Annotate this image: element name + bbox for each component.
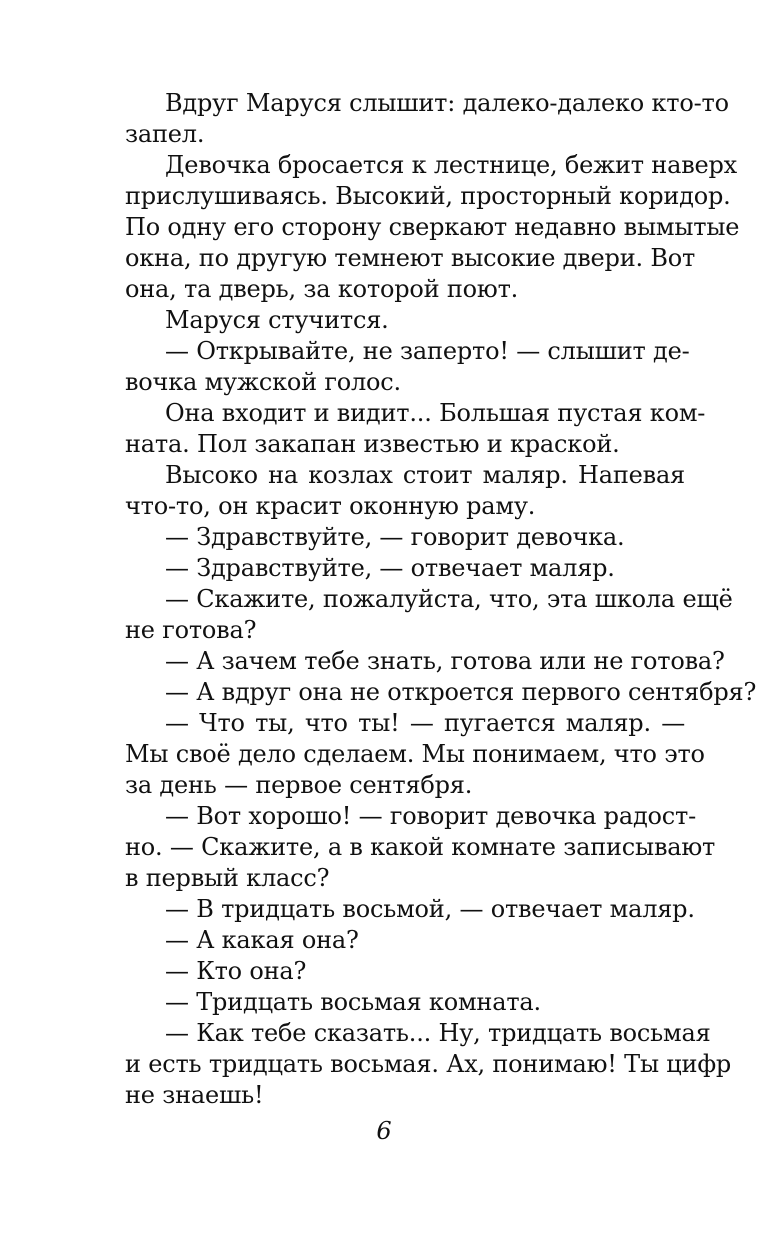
text-line: в первый класс?: [125, 864, 330, 892]
text-line: Мы своё дело сделаем. Мы понимаем, что это: [125, 740, 705, 768]
body-text: [125, 88, 757, 1111]
text-line: прислушиваясь. Высокий, просторный коридор.: [125, 182, 731, 210]
text-line: — Здравствуйте, — отвечает маляр.: [165, 554, 615, 582]
text-line: — Что ты, что ты! — пугается маляр. —: [165, 709, 685, 737]
text-line: что-то, он красит оконную раму.: [125, 492, 536, 520]
text-line: и есть тридцать восьмая. Ах, понимаю! Ты цифр: [125, 1050, 732, 1078]
text-line: ната. Пол закапан известью и краской.: [125, 430, 620, 458]
text-line: — В тридцать восьмой, — отвечает маляр.: [165, 895, 695, 923]
text-line: Высоко на козлах стоит маляр. Напевая: [165, 461, 685, 489]
text-line: запел.: [125, 120, 205, 148]
text-line: — А зачем тебе знать, готова или не готова?: [165, 647, 725, 675]
text-line: Вдруг Маруся слышит: далеко-далеко кто-то: [165, 89, 729, 117]
text-line: — Кто она?: [165, 957, 307, 985]
text-line: окна, по другую темнеют высокие двери. Вот: [125, 244, 696, 272]
text-line: — Как тебе сказать... Ну, тридцать восьмая: [165, 1019, 711, 1047]
text-line: — Здравствуйте, — говорит девочка.: [165, 523, 625, 551]
text-line: не готова?: [125, 616, 257, 644]
text-line: — Открывайте, не заперто! — слышит де-: [165, 337, 690, 365]
page-number: 6: [376, 1117, 392, 1145]
text-line: — А вдруг она не откроется первого сентября?: [165, 678, 757, 706]
text-line: — Скажите, пожалуйста, что, эта школа ещё: [165, 585, 733, 613]
text-line: Она входит и видит... Большая пустая ком-: [165, 399, 706, 427]
text-line: — Тридцать восьмая комната.: [165, 988, 541, 1016]
text-line: Маруся стучится.: [165, 306, 389, 334]
text-line: вочка мужской голос.: [125, 368, 401, 396]
text-line: По одну его сторону сверкают недавно вымытые: [125, 213, 740, 241]
text-line: — Вот хорошо! — говорит девочка радост-: [165, 802, 697, 830]
text-line: Девочка бросается к лестнице, бежит наверх: [165, 151, 738, 179]
text-line: — А какая она?: [165, 926, 359, 954]
text-line: не знаешь!: [125, 1081, 264, 1109]
text-line: она, та дверь, за которой поют.: [125, 275, 519, 303]
text-line: но. — Скажите, а в какой комнате записывают: [125, 833, 716, 861]
text-line: за день — первое сентября.: [125, 771, 473, 799]
